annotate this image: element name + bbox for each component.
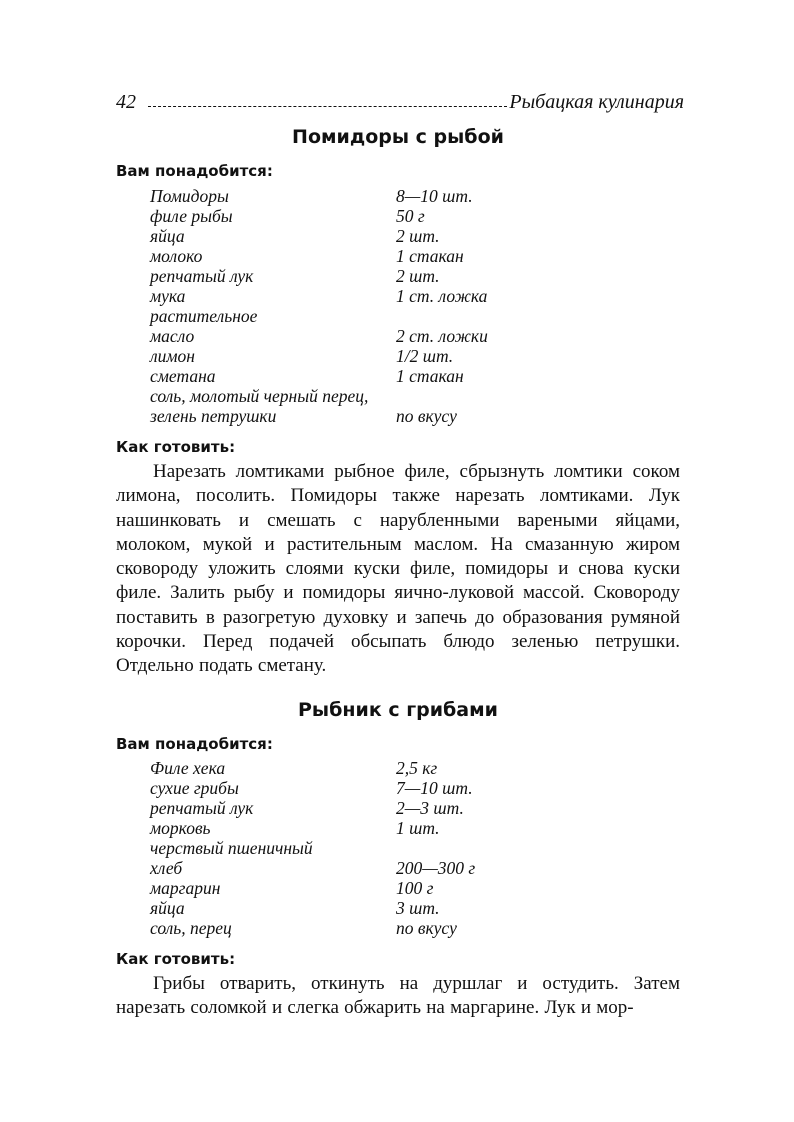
ingredient-row [150, 226, 680, 246]
ingredient-name: Помидоры [150, 186, 229, 206]
ingredient-row [150, 306, 680, 326]
ingredient-row [150, 246, 680, 266]
ingredient-qty: 2 ст. ложки [396, 326, 488, 346]
ingredient-qty: 200—300 г [396, 858, 476, 878]
ingredient-qty: 7—10 шт. [396, 778, 473, 798]
ingredient-name: масло [150, 326, 195, 346]
ingredient-name: соль, перец [150, 918, 232, 938]
ingredient-name: филе рыбы [150, 206, 233, 226]
ingredient-row [150, 346, 680, 366]
ingredient-name: растительное [150, 306, 258, 326]
ingredient-row [150, 918, 680, 938]
ingredient-qty: 1 стакан [396, 366, 464, 386]
ingredient-name: сухие грибы [150, 778, 239, 798]
ingredient-qty: 3 шт. [396, 898, 440, 918]
ingredient-qty [396, 306, 680, 326]
method-text: Грибы отварить, откинуть на дуршлаг и остудить. Затем нарезать соломкой и слегка обжарить на маргарине. Лук и мор- [116, 973, 680, 1019]
ingredient-qty [396, 838, 680, 858]
ingredient-qty: 2—3 шт. [396, 798, 464, 818]
ingredients-label: Вам понадобится: [116, 162, 273, 180]
ingredient-qty: 8—10 шт. [396, 186, 473, 206]
method-text: Нарезать ломтиками рыбное филе, сбрызнуть ломтики соком лимона, посолить. Помидоры также нарезать ломтиками. Лук нашинковать и смешать с нарубленными вареными яйцами, молоком, мукой и растительным маслом. На смазанную жиром сковороду уложить слоями куски филе, помидоры и снова куски филе. Залить рыбу и помидоры яично-луковой массой. Сковороду поставить в разогретую духовку и запечь до образования румяной корочки. Перед подачей обсыпать блюдо зеленью петрушки. Отдельно подать сметану. [116, 461, 680, 677]
ingredient-row [150, 326, 680, 346]
ingredient-name: морковь [150, 818, 211, 838]
ingredient-name: черствый пшеничный [150, 838, 313, 858]
page-number: 42 [116, 91, 136, 113]
ingredient-name: маргарин [150, 878, 221, 898]
ingredient-name: Филе хека [150, 758, 226, 778]
ingredient-row [150, 186, 680, 206]
ingredient-qty: 1 шт. [396, 818, 440, 838]
ingredient-name: соль, молотый черный перец, [150, 386, 369, 406]
ingredient-qty: 1/2 шт. [396, 346, 454, 366]
ingredient-row [150, 798, 680, 818]
ingredient-row [150, 266, 680, 286]
book-title: Рыбацкая кулинария [509, 91, 684, 113]
ingredient-qty: по вкусу [396, 406, 457, 426]
ingredient-row [150, 778, 680, 798]
ingredients-list [150, 186, 680, 426]
ingredient-qty: 1 стакан [396, 246, 464, 266]
ingredient-qty: 50 г [396, 206, 425, 226]
ingredient-row [150, 758, 680, 778]
header-dashed-rule [148, 106, 507, 107]
ingredient-name: зелень петрушки [150, 406, 277, 426]
ingredient-name: мука [150, 286, 186, 306]
ingredient-name: хлеб [150, 858, 183, 878]
ingredient-qty: 100 г [396, 878, 434, 898]
ingredient-row [150, 386, 680, 406]
ingredient-row [150, 286, 680, 306]
ingredient-name: сметана [150, 366, 216, 386]
method-label: Как готовить: [116, 950, 236, 968]
ingredient-row [150, 406, 680, 426]
ingredient-name: репчатый лук [150, 798, 254, 818]
ingredient-row [150, 206, 680, 226]
ingredient-qty: 1 ст. ложка [396, 286, 488, 306]
ingredient-row [150, 858, 680, 878]
recipe-title: Рыбник с грибами [298, 699, 498, 721]
ingredient-qty [396, 386, 680, 406]
ingredient-name: репчатый лук [150, 266, 254, 286]
ingredient-row [150, 366, 680, 386]
ingredient-qty: 2,5 кг [396, 758, 438, 778]
ingredients-list [150, 758, 680, 938]
method-label: Как готовить: [116, 438, 236, 456]
ingredient-row [150, 898, 680, 918]
running-header [116, 88, 684, 114]
ingredient-row [150, 878, 680, 898]
ingredient-name: молоко [150, 246, 203, 266]
ingredient-qty: 2 шт. [396, 226, 440, 246]
ingredient-name: лимон [150, 346, 195, 366]
ingredient-qty: по вкусу [396, 918, 457, 938]
ingredient-row [150, 838, 680, 858]
ingredient-row [150, 818, 680, 838]
ingredient-name: яйца [150, 898, 185, 918]
ingredient-name: яйца [150, 226, 185, 246]
ingredients-label: Вам понадобится: [116, 735, 273, 753]
recipe-title: Помидоры с рыбой [292, 126, 504, 148]
ingredient-qty: 2 шт. [396, 266, 440, 286]
